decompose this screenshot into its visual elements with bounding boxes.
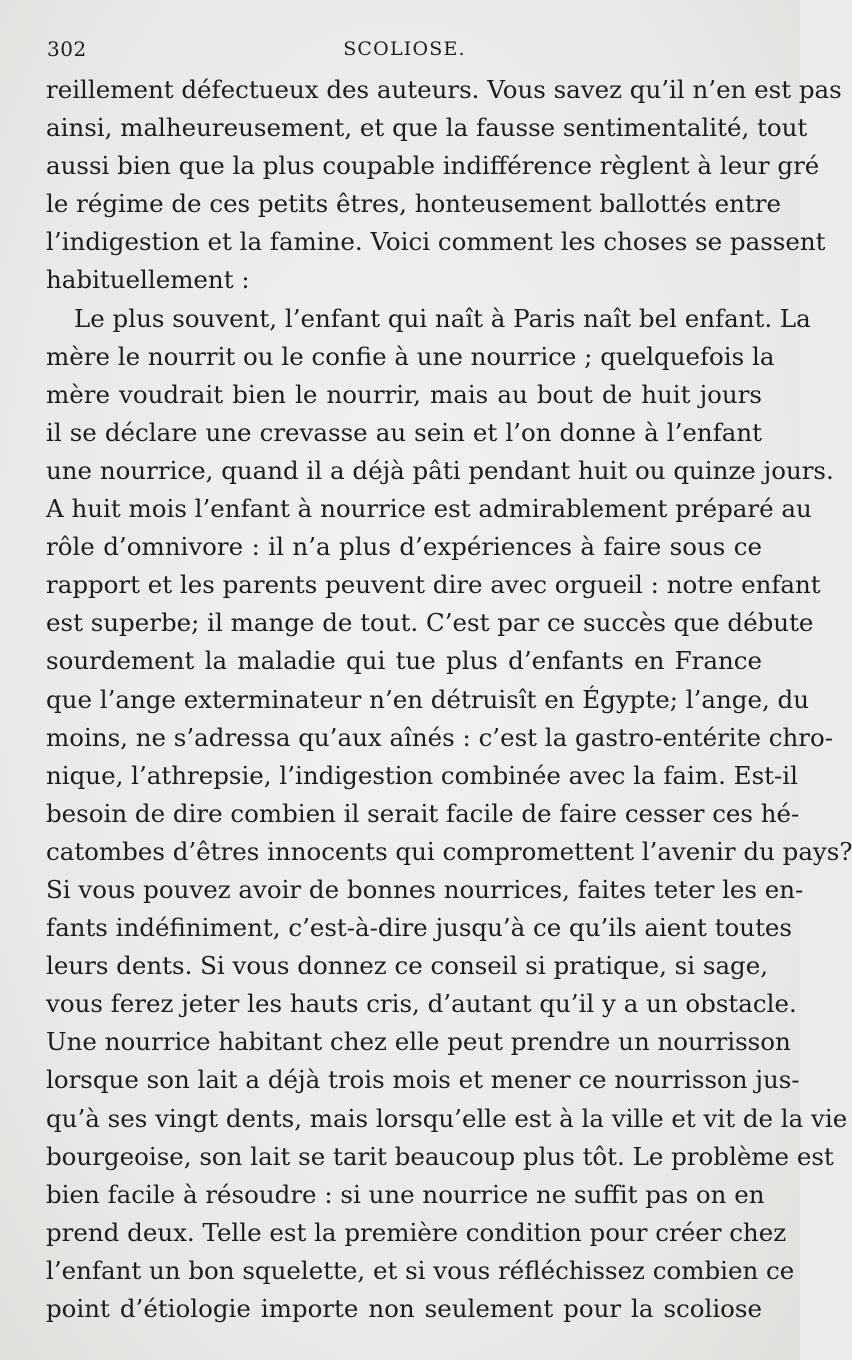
text-line: aussi bien que la plus coupable indifférence règlent à leur gré xyxy=(46,151,820,181)
text-line: nique, l’athrepsie, l’indigestion combinée avec la faim. Est-il xyxy=(46,760,798,790)
text-line: rôle d’omnivore : il n’a plus d’expériences à faire sous ce xyxy=(46,532,762,562)
running-title: SCOLIOSE. xyxy=(343,38,466,60)
text-line: sourdement la maladie qui tue plus d’enfants en France xyxy=(46,646,762,676)
text-line: fants indéfiniment, c’est-à-dire jusqu’à ce qu’ils aient toutes xyxy=(46,913,792,943)
page-header xyxy=(47,34,762,64)
text-line: l’enfant un bon squelette, et si vous réfléchissez combien ce xyxy=(46,1255,795,1285)
body-text xyxy=(46,71,852,1328)
text-line: est superbe; il mange de tout. C’est par ce succès que débute xyxy=(46,608,814,638)
text-line: mère voudrait bien le nourrir, mais au bout de huit jours xyxy=(46,379,762,409)
text-line: rapport et les parents peuvent dire avec orgueil : notre enfant xyxy=(46,570,821,600)
text-line: Une nourrice habitant chez elle peut prendre un nourrisson xyxy=(46,1027,791,1057)
text-line: bourgeoise, son lait se tarit beaucoup plus tôt. Le problème est xyxy=(46,1141,834,1171)
text-line: A huit mois l’enfant à nourrice est admirablement préparé au xyxy=(46,494,812,524)
text-line: bien facile à résoudre : si une nourrice ne suffit pas on en xyxy=(46,1179,765,1209)
text-line: catombes d’êtres innocents qui compromettent l’avenir du pays? xyxy=(46,836,852,866)
text-line: leurs dents. Si vous donnez ce conseil si pratique, si sage, xyxy=(46,951,769,981)
text-line: reillement défectueux des auteurs. Vous savez qu’il n’en est pas xyxy=(46,75,842,104)
text-line: qu’à ses vingt dents, mais lorsqu’elle est à la ville et vit de la vie xyxy=(46,1103,848,1133)
text-line: l’indigestion et la famine. Voici comment les choses se passent xyxy=(46,227,826,257)
text-line: Si vous pouvez avoir de bonnes nourrices, faites teter les en- xyxy=(46,874,804,904)
text-line: moins, ne s’adressa qu’aux aînés : c’est la gastro-entérite chro- xyxy=(46,722,834,752)
text-line: prend deux. Telle est la première condition pour créer chez xyxy=(46,1217,787,1247)
text-line: vous ferez jeter les hauts cris, d’autant qu’il y a un obstacle. xyxy=(46,989,797,1019)
text-line: le régime de ces petits êtres, honteusement ballottés entre xyxy=(46,189,781,219)
text-line: besoin de dire combien il serait facile de faire cesser ces hé- xyxy=(46,798,800,828)
page-number: 302 xyxy=(47,37,87,61)
text-line: habituellement : xyxy=(46,265,250,295)
text-line: point d’étiologie importe non seulement pour la scoliose xyxy=(46,1294,762,1323)
text-line: que l’ange exterminateur n’en détruisît en Égypte; l’ange, du xyxy=(46,684,809,714)
text-line: lorsque son lait a déjà trois mois et mener ce nourrisson jus- xyxy=(46,1065,800,1095)
text-line: une nourrice, quand il a déjà pâti pendant huit ou quinze jours. xyxy=(46,455,834,485)
text-line: il se déclare une crevasse au sein et l’on donne à l’enfant xyxy=(46,417,762,447)
text-line: Le plus souvent, l’enfant qui naît à Paris naît bel enfant. La xyxy=(74,303,811,333)
text-line: mère le nourrit ou le confie à une nourrice ; quelquefois la xyxy=(46,341,775,371)
text-line: ainsi, malheureusement, et que la fausse sentimentalité, tout xyxy=(46,113,808,143)
